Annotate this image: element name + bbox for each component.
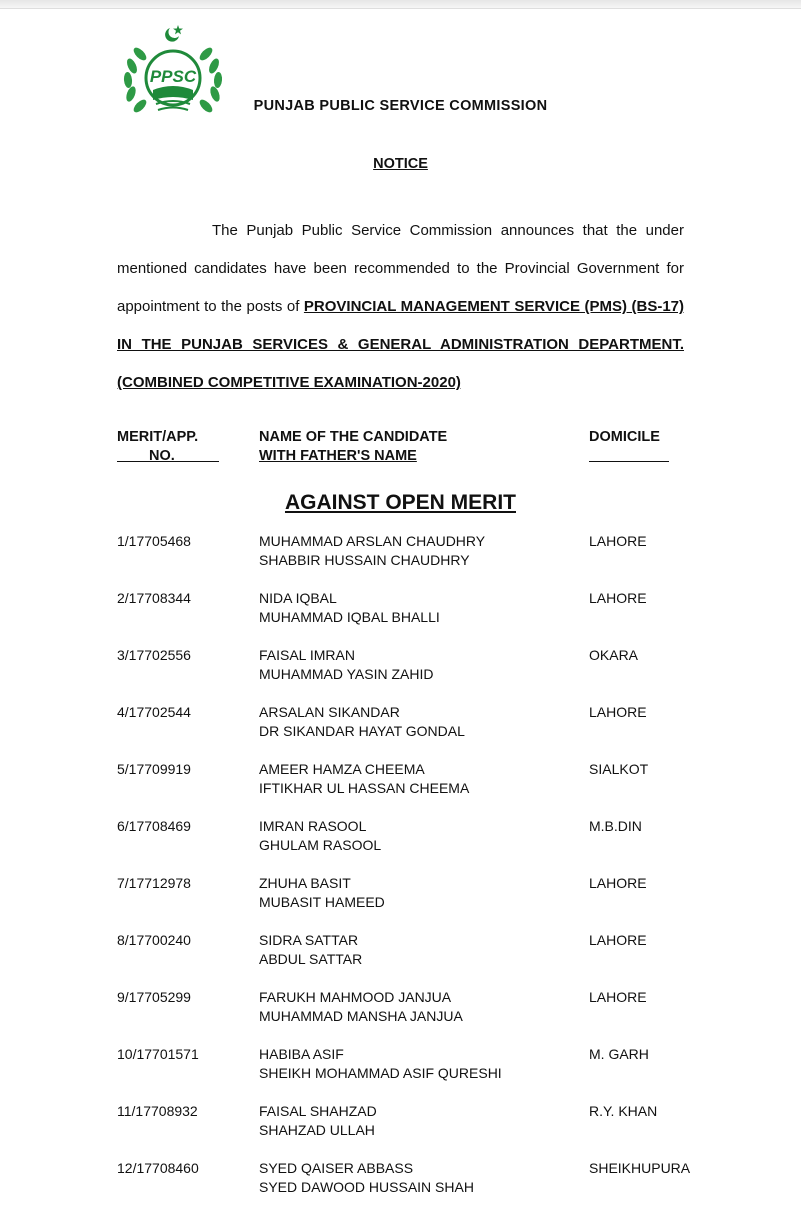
father-name: MUHAMMAD IQBAL BHALLI	[259, 609, 440, 625]
father-name: SHAHZAD ULLAH	[259, 1122, 375, 1138]
merit-number: 8/17700240	[117, 932, 191, 948]
table-row	[0, 1102, 801, 1159]
domicile: LAHORE	[589, 932, 647, 948]
merit-number: 4/17702544	[117, 704, 191, 720]
candidate-name: ZHUHA BASIT MUBASIT HAMEED	[259, 875, 385, 910]
domicile: M. GARH	[589, 1046, 649, 1062]
father-name: SHEIKH MOHAMMAD ASIF QURESHI	[259, 1065, 502, 1081]
merit-number: 11/17708932	[117, 1103, 198, 1119]
merit-number: 6/17708469	[117, 818, 191, 834]
table-row	[0, 760, 801, 817]
table-row	[0, 589, 801, 646]
candidate-name: AMEER HAMZA CHEEMA IFTIKHAR UL HASSAN CHEEMA	[259, 761, 470, 796]
table-row	[0, 817, 801, 874]
father-name: IFTIKHAR UL HASSAN CHEEMA	[259, 780, 470, 796]
candidate-name: NIDA IQBAL MUHAMMAD IQBAL BHALLI	[259, 590, 440, 625]
candidate-name: ARSALAN SIKANDAR DR SIKANDAR HAYAT GONDAL	[259, 704, 465, 739]
merit-number: 9/17705299	[117, 989, 191, 1005]
domicile: SIALKOT	[589, 761, 649, 777]
candidate-name: SIDRA SATTAR ABDUL SATTAR	[259, 932, 363, 967]
merit-number: 7/17712978	[117, 875, 191, 891]
domicile-underline	[589, 461, 669, 462]
post-title: PROVINCIAL MANAGEMENT SERVICE (PMS) (BS-17) IN THE PUNJAB SERVICES & GENERAL ADMINISTRATION DEPARTMENT. (COMBINED COMPETITIVE EXAMINATION-2020)	[117, 298, 684, 391]
father-name: MUHAMMAD YASIN ZAHID	[259, 666, 434, 682]
candidate-name: FARUKH MAHMOOD JANJUA MUHAMMAD MANSHA JANJUA	[259, 989, 463, 1024]
top-bar	[0, 0, 801, 9]
domicile: LAHORE	[589, 704, 647, 720]
table-row	[0, 874, 801, 931]
table-row	[0, 1159, 801, 1216]
merit-number: 1/17705468	[117, 533, 191, 549]
merit-number: 2/17708344	[117, 590, 191, 606]
section-title: AGAINST OPEN MERIT	[284, 491, 516, 514]
table-row	[0, 931, 801, 988]
table-row	[0, 1045, 801, 1102]
column-header-merit: MERIT/APP. NO.	[117, 429, 199, 464]
candidate-name: IMRAN RASOOL GHULAM RASOOL	[259, 818, 382, 853]
column-header-name: NAME OF THE CANDIDATE WITH FATHER'S NAME	[259, 429, 448, 464]
merit-number: 10/17701571	[117, 1046, 199, 1062]
father-name: DR SIKANDAR HAYAT GONDAL	[259, 723, 465, 739]
domicile: LAHORE	[589, 533, 647, 549]
table-row	[0, 646, 801, 703]
announcement-paragraph	[117, 212, 684, 402]
merit-number: 12/17708460	[117, 1160, 199, 1176]
domicile: OKARA	[589, 647, 639, 663]
father-name: GHULAM RASOOL	[259, 837, 382, 853]
domicile: M.B.DIN	[589, 818, 642, 834]
merit-number: 3/17702556	[117, 647, 191, 663]
merit-number: 5/17709919	[117, 761, 191, 777]
table-row	[0, 532, 801, 589]
organization-name: PUNJAB PUBLIC SERVICE COMMISSION	[253, 98, 548, 114]
father-name: SHABBIR HUSSAIN CHAUDHRY	[259, 552, 470, 568]
domicile: LAHORE	[589, 989, 647, 1005]
domicile: LAHORE	[589, 875, 647, 891]
father-name: ABDUL SATTAR	[259, 951, 363, 967]
domicile: R.Y. KHAN	[589, 1103, 658, 1119]
candidate-name: SYED QAISER ABBASS SYED DAWOOD HUSSAIN SHAH	[259, 1160, 474, 1195]
column-header-domicile: DOMICILE	[589, 429, 660, 445]
notice-title: NOTICE	[373, 156, 428, 172]
logo-text: PPSC	[149, 67, 197, 86]
table-row	[0, 703, 801, 760]
announcement-intro: The Punjab Public Service Commission announces that the under mentioned candidates have been recommended to the Provincial Government for appointment to the posts of	[117, 222, 684, 315]
domicile: LAHORE	[589, 590, 647, 606]
merit-underline	[117, 461, 219, 462]
father-name: MUBASIT HAMEED	[259, 894, 385, 910]
candidate-name: FAISAL SHAHZAD SHAHZAD ULLAH	[259, 1103, 377, 1138]
candidate-name: MUHAMMAD ARSLAN CHAUDHRY SHABBIR HUSSAIN CHAUDHRY	[259, 533, 486, 568]
father-name: SYED DAWOOD HUSSAIN SHAH	[259, 1179, 474, 1195]
domicile: SHEIKHUPURA	[589, 1160, 691, 1176]
candidate-name: HABIBA ASIF SHEIKH MOHAMMAD ASIF QURESHI	[259, 1046, 502, 1081]
father-name: MUHAMMAD MANSHA JANJUA	[259, 1008, 463, 1024]
candidate-name: FAISAL IMRAN MUHAMMAD YASIN ZAHID	[259, 647, 434, 682]
table-row	[0, 988, 801, 1045]
